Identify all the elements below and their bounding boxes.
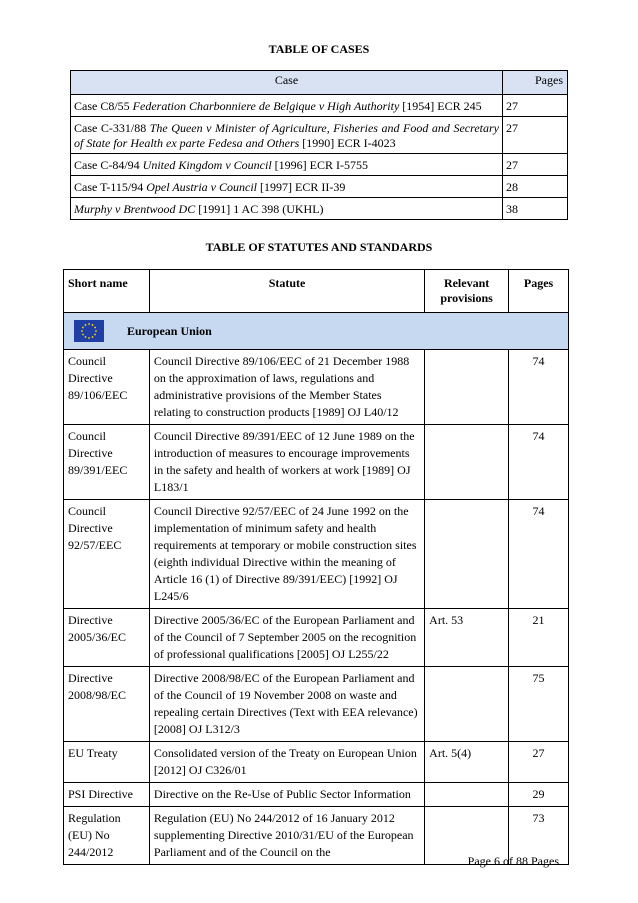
case-row (71, 198, 568, 220)
statute-row (64, 667, 569, 742)
case-citation (71, 117, 503, 154)
eu-flag-star (82, 327, 84, 329)
eu-flag-star (92, 336, 94, 338)
case-reference: [1991] 1 AC 398 (UKHL) (195, 202, 324, 216)
statute-short-name: Council Directive 89/391/EEC (64, 425, 150, 500)
eu-flag-star (94, 334, 96, 336)
case-reference: [1954] ECR 245 (399, 99, 482, 113)
case-pages: 27 (503, 95, 568, 117)
statute-short-name: Directive 2008/98/EC (64, 667, 150, 742)
case-name: The Queen v Minister of Agriculture, Fisheries and Food and Secretary of State for Health ex parte Fedesa and Others (74, 121, 499, 150)
statute-pages: 74 (509, 350, 569, 425)
statute-relevant-provisions (425, 783, 509, 807)
statute-relevant-provisions: Art. 53 (425, 609, 509, 667)
case-name: Federation Charbonniere de Belgique v High Authority (132, 99, 400, 113)
case-citation (71, 176, 503, 198)
statute-title: Directive 2008/98/EC of the European Parliament and of the Council of 19 November 2008 on waste and repealing certain Directives (Text with EEA relevance) [2008] OJ L312/3 (149, 667, 424, 742)
case-pages: 27 (503, 117, 568, 154)
case-pages: 27 (503, 154, 568, 176)
case-row (71, 154, 568, 176)
statute-title: Regulation (EU) No 244/2012 of 16 January 2012 supplementing Directive 2010/31/EU of the European Parliament and of the Council on the (149, 807, 424, 865)
case-row (71, 95, 568, 117)
case-number: Case C-331/88 (74, 121, 150, 135)
eu-section-cell (64, 313, 569, 350)
statute-relevant-provisions (425, 350, 509, 425)
statute-title: Council Directive 89/106/EEC of 21 December 1988 on the approximation of laws, regulations and administrative provisions of the Member States relating to construction products [1989] OJ L40/12 (149, 350, 424, 425)
statute-title: Consolidated version of the Treaty on European Union [2012] OJ C326/01 (149, 742, 424, 783)
statute-title: Council Directive 92/57/EEC of 24 June 1992 on the implementation of minimum safety and health requirements at temporary or mobile construction sites (eighth individual Directive within the meaning of Article 16 (1) of Directive 89/391/EEC) [1992] OJ L245/6 (149, 500, 424, 609)
case-pages: 38 (503, 198, 568, 220)
pages-column-header: Pages (509, 270, 569, 313)
case-column-header: Case (71, 71, 503, 95)
case-number: Case T-115/94 (74, 180, 147, 194)
short-name-column-header: Short name (64, 270, 150, 313)
pages-column-header: Pages (503, 71, 568, 95)
statute-title: Directive on the Re-Use of Public Sector Information (149, 783, 424, 807)
statute-short-name: PSI Directive (64, 783, 150, 807)
statute-pages: 74 (509, 425, 569, 500)
cases-title: TABLE OF CASES (268, 42, 370, 56)
statute-title: Council Directive 89/391/EEC of 12 June 1989 on the introduction of measures to encourage improvements in the safety and health of workers at work [1989] OJ L183/1 (149, 425, 424, 500)
statute-pages: 21 (509, 609, 569, 667)
statute-short-name: Council Directive 89/106/EEC (64, 350, 150, 425)
statutes-table (63, 269, 569, 865)
case-citation (71, 95, 503, 117)
cases-header-row (71, 71, 568, 95)
eu-flag-star (92, 324, 94, 326)
page-number: Page 6 of 88 Pages (467, 854, 559, 868)
statute-row (64, 609, 569, 667)
eu-flag-icon (74, 320, 104, 342)
eu-flag-star (85, 336, 87, 338)
statute-relevant-provisions (425, 500, 509, 609)
case-row (71, 176, 568, 198)
statute-row (64, 350, 569, 425)
statute-pages: 27 (509, 742, 569, 783)
case-pages: 28 (503, 176, 568, 198)
statute-column-header: Statute (149, 270, 424, 313)
case-number: Case C8/55 (74, 99, 133, 113)
statute-row (64, 783, 569, 807)
statute-pages: 74 (509, 500, 569, 609)
statute-short-name: EU Treaty (64, 742, 150, 783)
statute-row (64, 500, 569, 609)
eu-flag-star (94, 327, 96, 329)
statute-short-name: Regulation (EU) No 244/2012 (64, 807, 150, 865)
eu-flag-star (85, 324, 87, 326)
statute-row (64, 742, 569, 783)
statute-pages: 75 (509, 667, 569, 742)
statute-relevant-provisions (425, 667, 509, 742)
statute-short-name: Council Directive 92/57/EEC (64, 500, 150, 609)
cases-table (70, 70, 568, 220)
eu-flag-star (88, 337, 90, 339)
case-name: Murphy v Brentwood DC (74, 202, 196, 216)
statute-pages: 73 (509, 807, 569, 865)
eu-flag-star (82, 334, 84, 336)
case-name: Opel Austria v Council (146, 180, 258, 194)
statutes-header-row (64, 270, 569, 313)
case-citation (71, 154, 503, 176)
statute-row (64, 425, 569, 500)
case-number: Case C-84/94 (74, 158, 143, 172)
statute-title: Directive 2005/36/EC of the European Parliament and of the Council of 7 September 2005 on the recognition of professional qualifications [2005] OJ L255/22 (149, 609, 424, 667)
eu-section-row (64, 313, 569, 350)
relevant-provisions-column-header: Relevant provisions (425, 270, 509, 313)
eu-flag-star (81, 330, 83, 332)
case-reference: [1990] ECR I-4023 (299, 136, 396, 150)
eu-section-label: European Union (127, 323, 212, 338)
eu-flag-star (95, 330, 97, 332)
statute-relevant-provisions (425, 425, 509, 500)
case-row (71, 117, 568, 154)
statute-pages: 29 (509, 783, 569, 807)
statute-short-name: Directive 2005/36/EC (64, 609, 150, 667)
statutes-title: TABLE OF STATUTES AND STANDARDS (205, 240, 433, 254)
eu-flag-star (88, 323, 90, 325)
case-reference: [1997] ECR II-39 (257, 180, 346, 194)
statute-relevant-provisions: Art. 5(4) (425, 742, 509, 783)
case-citation (71, 198, 503, 220)
case-name: United Kingdom v Council (142, 158, 272, 172)
case-reference: [1996] ECR I-5755 (271, 158, 368, 172)
